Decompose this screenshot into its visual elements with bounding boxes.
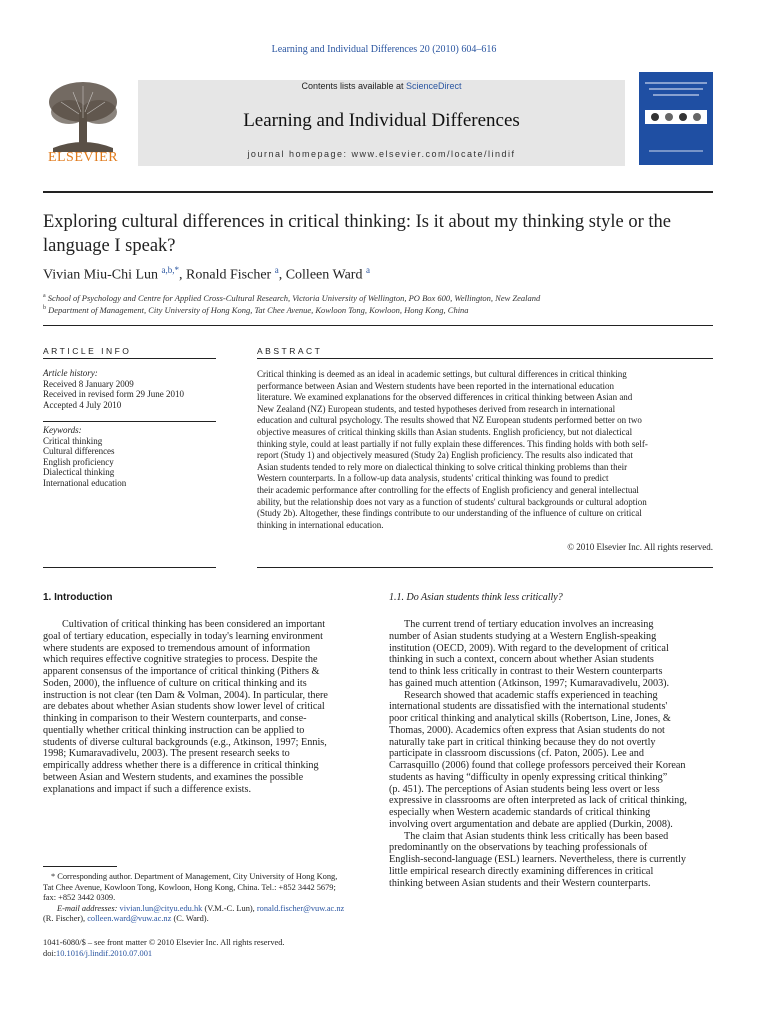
affiliation-marker: b: [43, 305, 46, 311]
author-name: Vivian Miu-Chi Lun: [43, 267, 159, 283]
body-line: Carrasquillo (2006) found that college professors perceived their Korean: [389, 760, 686, 771]
body-line: apparent consensus of the importance of critical thinking (Pithers &: [43, 666, 320, 677]
body-line: institution (OECD, 2009). With regard to the development of critical: [389, 642, 669, 654]
body-line: international students are dissatisfied with the international students': [389, 701, 668, 713]
footnote-rule: [43, 866, 117, 867]
keyword: Critical thinking: [43, 435, 103, 446]
issn-line: 1041-6080/$ – see front matter © 2010 Elsevier Inc. All rights reserved.: [43, 938, 285, 947]
body-line: goal of tertiary education, especially in today's learning environment: [43, 630, 323, 642]
body-line: Cultivation of critical thinking has been considered an important: [62, 619, 326, 630]
keywords: [43, 425, 223, 488]
keywords-label: Keywords:: [43, 425, 82, 435]
abstract-bottom-rule: [257, 567, 713, 568]
body-line: has gained much attention (Atkinson, 1997; Kumaravadivelu, 2003).: [389, 677, 670, 689]
journal-citation[interactable]: Learning and Individual Differences 20 (2010) 604–616: [271, 44, 497, 55]
abstract-line: Asian students tended to rely more on dialectical thinking to solve critical thinking problems than their: [257, 461, 628, 472]
body-line: quentially whether critical thinking instruction can be applied to: [43, 724, 305, 736]
journal-cover-thumbnail[interactable]: [639, 72, 713, 165]
body-line: which requires effective cognitive strategies to process. Despite the: [43, 654, 318, 666]
sciencedirect-link[interactable]: ScienceDirect: [406, 81, 462, 91]
abstract-line: performance between Asian and Western students have been reported in the international education: [257, 380, 614, 391]
doi-prefix: doi:: [43, 949, 57, 958]
article-info-heading: ARTICLE INFO: [43, 346, 132, 356]
author-affil-marker[interactable]: a,b,*: [161, 265, 180, 275]
author-name: Ronald Fischer: [186, 267, 272, 283]
body-line: thinking in such a context, concern about whether Asian students: [389, 654, 654, 666]
publisher-wordmark: ELSEVIER: [47, 150, 119, 165]
journal-homepage[interactable]: journal homepage: www.elsevier.com/locate/lindif: [247, 149, 516, 159]
body-line: predominantly on the observations by teaching professionals of: [389, 842, 648, 854]
affiliation-marker: a: [43, 293, 46, 299]
body-line: between Asian and Western students, and examines the possible: [43, 771, 304, 783]
body-line: participate in classroom discussions (cf. Paton, 2005). Lee and: [389, 748, 644, 760]
history-date: Accepted 4 July 2010: [43, 399, 122, 410]
body-line: instruction is not clear (ten Dam & Volman, 2004). In particular, there: [43, 689, 328, 701]
abstract-line: their academic performance after controlling for the effects of English proficiency and general intellectual: [257, 484, 639, 495]
email-owner: (C. Ward).: [171, 914, 209, 923]
affiliation-text: Department of Management, City University of Hong Kong, Tat Chee Avenue, Kowloon Tong, Kowloon, Hong Kong, China: [48, 304, 469, 315]
title-line: language I speak?: [43, 236, 176, 256]
abstract-line: ability, but the relationship does not vary as a function of students' cultural backgrounds or cultural adoption: [257, 496, 647, 507]
left-bottom-rule: [43, 567, 216, 568]
body-line: (p. 451). The perceptions of Asian students being less overt or less: [389, 783, 660, 795]
history-label: Article history:: [43, 368, 98, 378]
cover-art-icon: [639, 72, 713, 165]
keyword: Cultural differences: [43, 446, 115, 456]
abstract-copyright: © 2010 Elsevier Inc. All rights reserved.: [567, 542, 713, 552]
author-affil-marker[interactable]: a: [274, 265, 279, 275]
body-line: tend to think less critically in contrast to their Western counterparts: [389, 666, 663, 677]
abstract-line: objective measures of critical thinking skills than Asian students. English proficiency, but not dialectical: [257, 426, 633, 437]
email-label: E-mail addresses:: [57, 903, 118, 913]
email-link[interactable]: colleen.ward@vuw.ac.nz: [87, 914, 172, 923]
footnote-line: * Corresponding author. Department of Management, City University of Hong Kong,: [51, 872, 338, 881]
abstract-line: Western counterparts. In a follow-up data analysis, students' critical thinking was found to predict: [257, 473, 609, 484]
author-list: Vivian Miu-Chi Lun $^{a,b,*}$, Ronald Fischer $^a$, Colleen Ward $^a$: [43, 265, 370, 283]
author-name: Colleen Ward: [285, 267, 363, 283]
footnote-line: Tat Chee Avenue, Kowloon Tong, Kowloon, Hong Kong, China. Tel.: +852 3442 5679;: [43, 882, 336, 892]
body-line: explanations and impact if such a difference exists.: [43, 783, 252, 795]
article-info-rule: [43, 358, 216, 359]
article-history: [43, 368, 223, 410]
doi-link[interactable]: 10.1016/j.lindif.2010.07.001: [56, 949, 153, 958]
abstract-heading: ABSTRACT: [257, 346, 323, 356]
body-line: empirically address whether there is a difference in critical thinking: [43, 760, 319, 771]
body-line: little empirical research directly examining differences in critical: [389, 865, 654, 877]
header-rule: [43, 191, 713, 193]
history-date: Received in revised form 29 June 2010: [43, 389, 184, 399]
body-line: The claim that Asian students think less critically has been based: [404, 830, 669, 842]
contents-line: [138, 81, 625, 91]
affiliation: [43, 303, 713, 316]
article-title: [43, 210, 723, 258]
intro-body: [43, 619, 366, 795]
contents-prefix: Contents lists available at: [301, 81, 407, 91]
keyword: English proficiency: [43, 456, 114, 467]
body-line: naturally take part in critical thinking because they do not overtly: [389, 736, 656, 748]
doi-line: [43, 949, 373, 960]
body-line: English-second-language (ESL) learners. Nevertheless, there is currently: [389, 854, 687, 865]
affiliation: [43, 291, 713, 304]
email-link[interactable]: ronald.fischer@vuw.ac.nz: [256, 903, 345, 913]
body-line: expressive in classrooms are often interpreted as lack of critical thinking,: [389, 795, 687, 807]
body-line: thinking in comparison to their Western counterparts, and conse-: [43, 713, 307, 724]
elsevier-logo: [43, 78, 123, 166]
abstract-line: literature. We examined explanations for the observed differences in critical thinking between Asian and: [257, 392, 633, 403]
abstract-rule: [257, 358, 713, 359]
body-line: students as having “difficulty in openly expressing critical thinking”: [389, 771, 668, 783]
abstract-line: thinking style, could at least partially if not fully explain these differences. This finding holds with both self-: [257, 438, 648, 449]
abstract-line: report (Study 1) and objectively measured (Study 2a) English proficiency. The results also indicated that: [257, 450, 633, 461]
body-line: where students are exposed to tremendous amount of information: [43, 642, 311, 654]
affiliation-text: School of Psychology and Centre for Applied Cross-Cultural Research, Victoria University of Wellington, PO Box 600, Wellington, New Zealand: [47, 292, 541, 303]
body-line: number of Asian students studying at a Western English-speaking: [389, 630, 657, 642]
abstract-text: [257, 369, 713, 531]
body-line: 1998; Kumaravadivelu, 2003). The present research seeks to: [43, 748, 290, 760]
body-line: especially when Western academic standards of critical thinking: [389, 807, 651, 818]
body-line: Thomas, 2000). Academics often express that Asian students do not: [389, 724, 665, 736]
body-line: students of diverse cultural backgrounds (e.g., Atkinson, 1997; Ennis,: [43, 736, 327, 748]
body-line: are debates about whether Asian students show lower level of critical: [43, 701, 325, 713]
body-line: poor critical thinking and analytical skills (Robertson, Line, Jones, &: [389, 713, 671, 724]
author-affil-marker[interactable]: a: [365, 265, 370, 275]
body-line: involving overt argumentation and debate are applied (Durkin, 2008).: [389, 818, 673, 830]
email-owner: (V.M.-C. Lun),: [202, 903, 257, 913]
corresponding-footnote: [43, 872, 373, 925]
body-line: thinking between Asian students and their Western counterparts.: [389, 877, 651, 889]
section-1-1-body: [389, 619, 713, 889]
body-line: The current trend of tertiary education involves an increasing: [404, 619, 654, 630]
abstract-line: New Zealand (NZ) European students, and tested hypotheses derived from research in international: [257, 403, 616, 414]
journal-title: Learning and Individual Differences: [243, 110, 520, 131]
title-line: Exploring cultural differences in critical thinking: Is it about my thinking style or the: [43, 212, 672, 232]
abstract-line: thinking in international education.: [257, 519, 384, 530]
body-line: Research showed that academic staffs experienced in teaching: [404, 689, 658, 701]
section-1-1-heading: 1.1. Do Asian students think less critically?: [389, 592, 563, 603]
intro-heading: 1. Introduction: [43, 592, 113, 603]
history-date: Received 8 January 2009: [43, 378, 134, 389]
keyword: International education: [43, 477, 127, 488]
abstract-line: education and cultural psychology. The results showed that NZ European students performed better on two: [257, 415, 642, 426]
body-line: Soden, 2000), the influence of culture on critical thinking and its: [43, 677, 307, 689]
abstract-line: Critical thinking is deemed as an ideal in academic settings, but cultural differences in critical thinking: [257, 369, 627, 379]
email-link[interactable]: vivian.lun@cityu.edu.hk: [119, 903, 203, 913]
footnote-line: fax: +852 3442 0309.: [43, 893, 116, 902]
keyword: Dialectical thinking: [43, 467, 115, 477]
affiliation-rule: [43, 325, 713, 326]
keywords-rule: [43, 421, 216, 422]
email-owner: (R. Fischer),: [43, 914, 88, 923]
abstract-line: (Study 2b). Altogether, these findings contribute to our understanding of the influence of culture on critical: [257, 508, 642, 519]
